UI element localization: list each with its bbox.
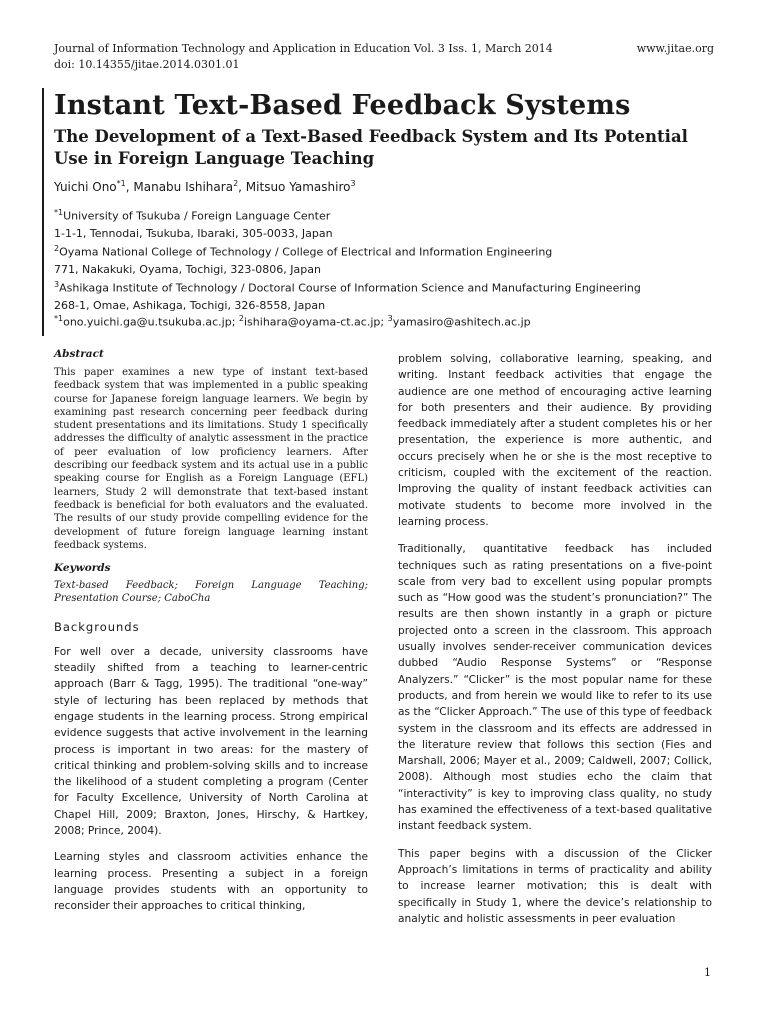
page-number: 1 [704, 966, 711, 979]
section-heading: Backgrounds [54, 619, 140, 634]
paper-subtitle: The Development of a Text-Based Feedback System and Its Potential Use in Foreign Language Teaching [54, 127, 688, 168]
author-mark: 2 [233, 179, 239, 188]
right-column [398, 351, 712, 938]
abstract-heading: Abstract [54, 348, 104, 360]
affiliation-line: $^3$Ashikaga Institute of Technology / Doctoral Course of Information Science and Manufacturing Engineering [54, 280, 641, 295]
affiliation [54, 204, 333, 242]
author-mark: 3 [350, 179, 356, 188]
affiliation-address: 1-1-1, Tennodai, Tsukuba, Ibaraki, 305-0033, Japan [54, 226, 333, 240]
author-list [54, 179, 356, 194]
doi: doi: 10.14355/jitae.2014.0301.01 [54, 58, 240, 71]
affiliation [54, 240, 552, 278]
body-paragraph: For well over a decade, university classrooms have steadily shifted from a teaching to learner-centric approach (Barr & Tagg, 1995). The traditional “one-way” style of lecturing has been replaced by methods that engage students in the learning process. Strong empirical evidence suggests that active involvement in the learning process is important in two areas: for the mastery of critical thinking and problem-solving skills and to increase the likelihood of a student completing a program (Center for Faculty Excellence, University of North Carolina at Chapel Hill, 2009; Braxton, Jones, Hirschy, & Hartkey, 2008; Prince, 2004). [54, 645, 368, 838]
journal-citation: Journal of Information Technology and Application in Education Vol. 3 Iss. 1, March 2014 [54, 42, 553, 55]
affiliation-mark: 3 [54, 280, 60, 289]
running-header [54, 41, 714, 73]
affiliation-line: $^{*1}$University of Tsukuba / Foreign Language Center [54, 208, 331, 223]
paper-title: Instant Text-Based Feedback Systems [54, 90, 631, 121]
author-name: Mitsuo Yamashiro [245, 180, 351, 194]
author-name: Manabu Ishihara [133, 180, 234, 194]
email-mark: 3 [387, 314, 393, 323]
email-address[interactable]: ishihara@oyama-ct.ac.jp; [244, 315, 388, 329]
title-rule [42, 88, 44, 336]
affiliation-mark: 2 [54, 244, 60, 253]
body-paragraph: This paper begins with a discussion of the Clicker Approach’s limitations in terms of practicality and ability to increase learner motivation; this is dealt with specifically in Study 1, where the device’s relationship to analytic and holistic assessments in peer evaluation [398, 847, 712, 925]
journal-website-link[interactable]: www.jitae.org [636, 42, 714, 55]
author-mark: *1 [116, 179, 126, 188]
body-paragraph: Traditionally, quantitative feedback has included techniques such as rating presentations on a five-point scale from very bad to excellent using popular prompts such as “How good was the student’s pronunciation?” The results are then shown instantly in a graph or picture projected onto a screen in the classroom. This approach usually involves sender-receiver communication devices dubbed “Audio Response Systems” or “Response Analyzers.” “Clicker” is the most popular name for these products, and from herein we would like to refer to its use as the “Clicker Approach.” The use of this type of feedback system in the classroom and its effects are addressed in the literature review that follows this section (Fies and Marshall, 2006; Mayer et al., 2009; Caldwell, 2007; Collick, 2008). Although most studies echo the claim that “interactivity” is key to improving class quality, no study has examined the effectiveness of a text-based qualitative instant feedback system. [398, 543, 712, 833]
keywords-text: Text-based Feedback; Foreign Language Teaching; Presentation Course; CaboCha [54, 580, 368, 605]
email-mark: *1 [54, 314, 64, 323]
author-separator: , [238, 180, 246, 194]
email-address[interactable]: ono.yuichi.ga@u.tsukuba.ac.jp; [63, 315, 239, 329]
email-list [54, 314, 531, 329]
affiliation-address: 771, Nakakuki, Oyama, Tochigi, 323-0806, Japan [54, 262, 321, 276]
body-paragraph: problem solving, collaborative learning, speaking, and writing. Instant feedback activities that engage the audience are one method of encouraging active learning for both presenters and their audience. By providing feedback immediately after a student completes his or her presentation, the experience is more authentic, and occurs precisely when he or she is the most receptive to criticism, coupled with the excitement of the reaction. Improving the quality of instant feedback activities can motivate students to become more involved in the learning process. [398, 353, 712, 528]
affiliation [54, 276, 641, 314]
email-address[interactable]: yamasiro@ashitech.ac.jp [392, 315, 531, 329]
email-mark: 2 [238, 314, 244, 323]
affiliation-mark: *1 [54, 208, 64, 217]
body-paragraph: Learning styles and classroom activities enhance the learning process. Presenting a subject in a foreign language provides students with an opportunity to reconsider their approaches to critical thinking, [54, 851, 368, 913]
author-separator: , [125, 180, 134, 194]
affiliation-address: 268-1, Omae, Ashikaga, Tochigi, 326-8558, Japan [54, 298, 326, 312]
abstract-text: This paper examines a new type of instant text-based feedback system that was implemented in a public speaking course for Japanese foreign language learners. We begin by examining past research concerning peer feedback during student presentations and its limitations. Study 1 specifically addresses the difficulty of analytic assessment in the practice of peer evaluation of low proficiency learners. After describing our feedback system and its actual use in a public speaking course for English as a Foreign Language (EFL) learners, Study 2 will demonstrate that text-based instant feedback is beneficial for both evaluators and the evaluated. The results of our study provide compelling evidence for the development of future foreign language learning instant feedback systems. [54, 367, 368, 551]
left-column [54, 348, 368, 925]
keywords-heading: Keywords [54, 562, 111, 575]
affiliation-line: $^2$Oyama National College of Technology / College of Electrical and Information Engineering [54, 244, 553, 259]
author-name: Yuichi Ono [54, 180, 117, 194]
